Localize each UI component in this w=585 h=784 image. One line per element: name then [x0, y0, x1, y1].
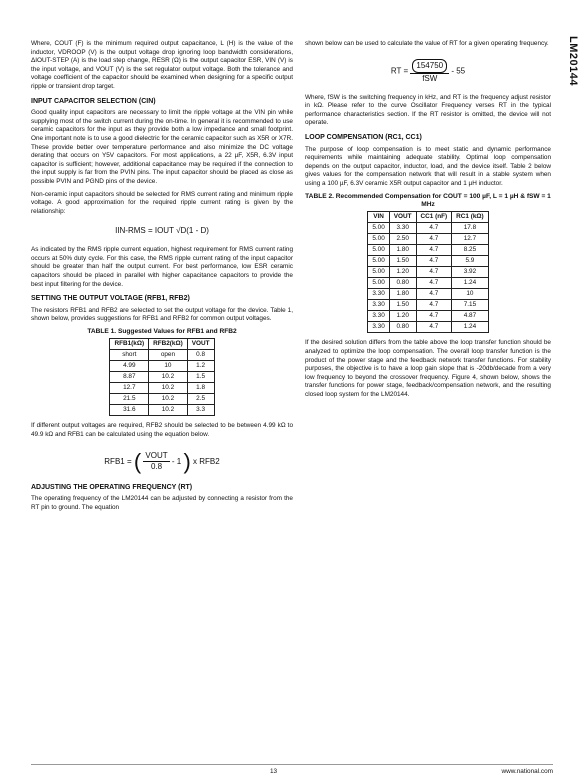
- table-row: [368, 311, 488, 322]
- loop-compensation-paragraph: The purpose of loop compensation is to meet static and dynamic performance requirements while maintaining adequate stability. Optimal loop compensation depends on the output capacitor, inductor, load, and the device itself. Table 2 below gives values for the compensation network that will result in a stable system when using a 100 µF, 6.3V ceramic X5R output capacitor and 1 µH inductor.: [305, 145, 551, 187]
- table-cell: 1.5: [187, 372, 214, 383]
- table-header-cell: RC1 (kΩ): [452, 212, 489, 223]
- table-cell: 21.5: [110, 394, 149, 405]
- table-cell: 17.8: [452, 223, 489, 234]
- table-cell: 2.5: [187, 394, 214, 405]
- loop-compensation-heading: LOOP COMPENSATION (RC1, CC1): [305, 133, 422, 141]
- page-number: 13: [270, 768, 278, 775]
- table-cell: 3.30: [368, 289, 389, 300]
- table-row: [110, 394, 214, 405]
- table-cell: 4.7: [416, 300, 452, 311]
- rfb-equation: [31, 450, 293, 474]
- table-cell: 5.00: [368, 256, 389, 267]
- input-capacitor-heading: INPUT CAPACITOR SELECTION (CIN): [31, 97, 156, 105]
- footer-url-link[interactable]: www.national.com: [501, 768, 553, 775]
- table-row: [368, 322, 488, 333]
- rt-equation-tail: - 55: [451, 66, 466, 76]
- table-row: [368, 223, 488, 234]
- table-cell: 5.00: [368, 234, 389, 245]
- irms-equation-rhs: √D(1 - D): [176, 226, 209, 236]
- table-cell: 7.15: [452, 300, 489, 311]
- rt-description-paragraph: Where, fSW is the switching frequency in kHz, and RT is the frequency adjust resistor in kΩ. Please refer to the curve Oscillator Frequency verses RT in the typical performance characteristics section. If the RT resistor is omitted, the device will not operate.: [305, 93, 551, 127]
- feedback-resistor-table: [109, 338, 214, 416]
- table-header-cell: VOUT: [389, 212, 416, 223]
- footer-divider: [31, 764, 553, 765]
- table-cell: 3.3: [187, 405, 214, 416]
- rt-intro-paragraph: shown below can be used to calculate the value of RT for a given operating frequency.: [305, 40, 549, 47]
- table-cell: 4.7: [416, 322, 452, 333]
- table-header-cell: RFB2(kΩ): [149, 339, 188, 350]
- table-cell: 4.7: [416, 256, 452, 267]
- table-cell: 10.2: [149, 394, 188, 405]
- table-cell: 10.2: [149, 383, 188, 394]
- operating-frequency-heading: ADJUSTING THE OPERATING FREQUENCY (RT): [31, 483, 193, 491]
- table-cell: 1.2: [187, 361, 214, 372]
- table-cell: 3.30: [368, 311, 389, 322]
- table-row: [368, 289, 488, 300]
- table-row: [368, 234, 488, 245]
- table-row: [110, 383, 214, 394]
- table-cell: 4.99: [110, 361, 149, 372]
- table-cell: 3.30: [368, 300, 389, 311]
- table-cell: open: [149, 350, 188, 361]
- loop-transfer-paragraph: If the desired solution differs from the table above the loop transfer function should be analyzed to optimize the loop compensation. The overall loop transfer function is the product of the power stage and the feedback network transfer functions. For stability purposes, the objective is to have a loop gain slope that is -20db/decade from a very low frequency to beyond the crossover frequency. Figure 4, shown below, shows the transfer functions for power stage, feedback/compensation network, and the resulting closed loop system for the LM20144.: [305, 339, 551, 398]
- rfb-fraction-numerator: VOUT: [145, 451, 168, 461]
- table-cell: 0.8: [187, 350, 214, 361]
- table-row: [368, 267, 488, 278]
- table-cell: 10: [149, 361, 188, 372]
- table-cell: 8.87: [110, 372, 149, 383]
- table-cell: 12.7: [452, 234, 489, 245]
- table-cell: 1.24: [452, 322, 489, 333]
- table-row: [110, 372, 214, 383]
- table-cell: 4.7: [416, 223, 452, 234]
- output-capacitor-paragraph: Where, COUT (F) is the minimum required output capacitance, L (H) is the value of the inductor, VDROOP (V) is the output voltage drop ignoring loop bandwidth considerations, ΔIOUT-STEP (A) is the load step change, RESR (Ω) is the output capacitor ESR, VIN (V) is the input voltage, and VOUT (V) is the set regulator output voltage. Both the tolerance and voltage coefficient of the capacitor should be examined when designing for a specific output ripple or transient drop target.: [31, 40, 293, 90]
- compensation-table: [367, 211, 488, 333]
- table-cell: 10: [452, 289, 489, 300]
- rt-equation-lhs: RT =: [390, 66, 409, 76]
- rt-fraction-numerator: [410, 59, 449, 74]
- table-cell: 1.24: [452, 278, 489, 289]
- table-cell: 4.7: [416, 289, 452, 300]
- table-cell: 3.30: [389, 223, 416, 234]
- right-column: [305, 40, 551, 404]
- table-cell: 5.00: [368, 223, 389, 234]
- rfb-equation-lhs: RFB1 =: [104, 456, 132, 466]
- table-cell: 8.25: [452, 245, 489, 256]
- table-cell: 31.6: [110, 405, 149, 416]
- rfb-fraction-denominator: 0.8: [150, 462, 163, 472]
- table-cell: 4.7: [416, 234, 452, 245]
- rfb-equation-minus-one: - 1: [171, 456, 182, 466]
- table-cell: 0.80: [389, 322, 416, 333]
- input-capacitor-paragraph: Good quality input capacitors are necessary to limit the ripple voltage at the VIN pin while supplying most of the switch current during the on-time. In general it is recommended to use ceramic capacitors for the input as they provide both a low impedance and small footprint. One important note is to use a good dielectric for the ceramic capacitor such as X5R or X7R. These provide better over temperature performance and also minimize the DC voltage derating that occurs on Y5V capacitors. For most applications, a 22 µF, X5R, 6.3V input capacitor is sufficient; however, additional capacitance may be required if the connection to the input supply is far from the PVIN pins. The input capacitor should be placed as close as possible PVIN and PGND pins of the device.: [31, 109, 293, 185]
- table-header-row: [368, 212, 488, 223]
- operating-frequency-paragraph: The operating frequency of the LM20144 can be adjusted by connecting a resistor from the RT pin to ground. The equation: [31, 495, 293, 511]
- table-row: [110, 361, 214, 372]
- rt-numerator-box: 154750: [412, 59, 447, 73]
- non-ceramic-paragraph: Non-ceramic input capacitors should be selected for RMS current rating and minimum ripple voltage. A good approximation for the required ripple current rating is given by the relationship:: [31, 190, 293, 215]
- table-cell: 4.87: [452, 311, 489, 322]
- rt-fraction: [410, 59, 449, 84]
- table-cell: 4.7: [416, 267, 452, 278]
- right-paren-symbol: ): [183, 448, 191, 474]
- rt-equation: [305, 59, 551, 84]
- left-paren-symbol: (: [133, 448, 142, 474]
- irms-equation: [31, 226, 293, 236]
- table-cell: 4.7: [416, 278, 452, 289]
- table-header-cell: CC1 (nF): [416, 212, 452, 223]
- table-cell: 12.7: [110, 383, 149, 394]
- rfb-fraction: [143, 451, 169, 472]
- table-cell: 1.20: [389, 311, 416, 322]
- table-cell: 3.30: [368, 322, 389, 333]
- left-column: [31, 40, 293, 516]
- table-cell: 1.80: [389, 289, 416, 300]
- output-voltage-heading: SETTING THE OUTPUT VOLTAGE (RFB1, RFB2): [31, 295, 190, 303]
- table-cell: 5.00: [368, 278, 389, 289]
- rt-fraction-denominator: fSW: [422, 73, 438, 83]
- rfb-selection-paragraph: If different output voltages are required, RFB2 should be selected to be between 4.99 kΩ to 49.9 kΩ and RFB1 can be calculated using the equation below.: [31, 422, 293, 439]
- table-cell: 5.00: [368, 245, 389, 256]
- table-cell: 1.80: [389, 245, 416, 256]
- table-row: [368, 278, 488, 289]
- table-cell: 1.8: [187, 383, 214, 394]
- table-header-cell: RFB1(kΩ): [110, 339, 149, 350]
- table-cell: 1.50: [389, 256, 416, 267]
- table-cell: 10.2: [149, 372, 188, 383]
- table-cell: 5.9: [452, 256, 489, 267]
- table2-title: TABLE 2. Recommended Compensation for COUT = 100 µF, L = 1 µH & fSW = 1 MHz: [305, 192, 551, 208]
- table-row: [110, 405, 214, 416]
- table-cell: 0.80: [389, 278, 416, 289]
- irms-equation-lhs: IIN-RMS = IOUT: [115, 226, 174, 236]
- table-header-cell: VIN: [368, 212, 389, 223]
- table1-title: TABLE 1. Suggested Values for RFB1 and RFB2: [87, 328, 237, 336]
- table-cell: 4.7: [416, 245, 452, 256]
- table-cell: 1.20: [389, 267, 416, 278]
- rfb-equation-rhs: x RFB2: [193, 456, 220, 466]
- datasheet-part-number: LM20144: [567, 36, 579, 86]
- table-cell: 4.7: [416, 311, 452, 322]
- table-row: [368, 300, 488, 311]
- table-cell: 5.00: [368, 267, 389, 278]
- table-cell: 3.92: [452, 267, 489, 278]
- rms-ripple-paragraph: As indicated by the RMS ripple current equation, highest requirement for RMS current rating occurs at 50% duty cycle. For this case, the RMS ripple current rating of the input capacitor should be greater than half the output current. For best performance, low ESR ceramic capacitors should be placed in parallel with higher capacitance capacitors to provide the best input filtering for the device.: [31, 246, 293, 288]
- table-header-row: [110, 339, 214, 350]
- table-row: [368, 256, 488, 267]
- table-cell: short: [110, 350, 149, 361]
- output-voltage-paragraph: The resistors RFB1 and RFB2 are selected to set the output voltage for the device. Table 1, shown below, provides suggestions for RFB1 and RFB2 for common output voltages.: [31, 306, 293, 323]
- table-header-cell: VOUT: [187, 339, 214, 350]
- table-row: [110, 350, 214, 361]
- table-cell: 1.50: [389, 300, 416, 311]
- table-cell: 2.50: [389, 234, 416, 245]
- table-row: [368, 245, 488, 256]
- table-cell: 10.2: [149, 405, 188, 416]
